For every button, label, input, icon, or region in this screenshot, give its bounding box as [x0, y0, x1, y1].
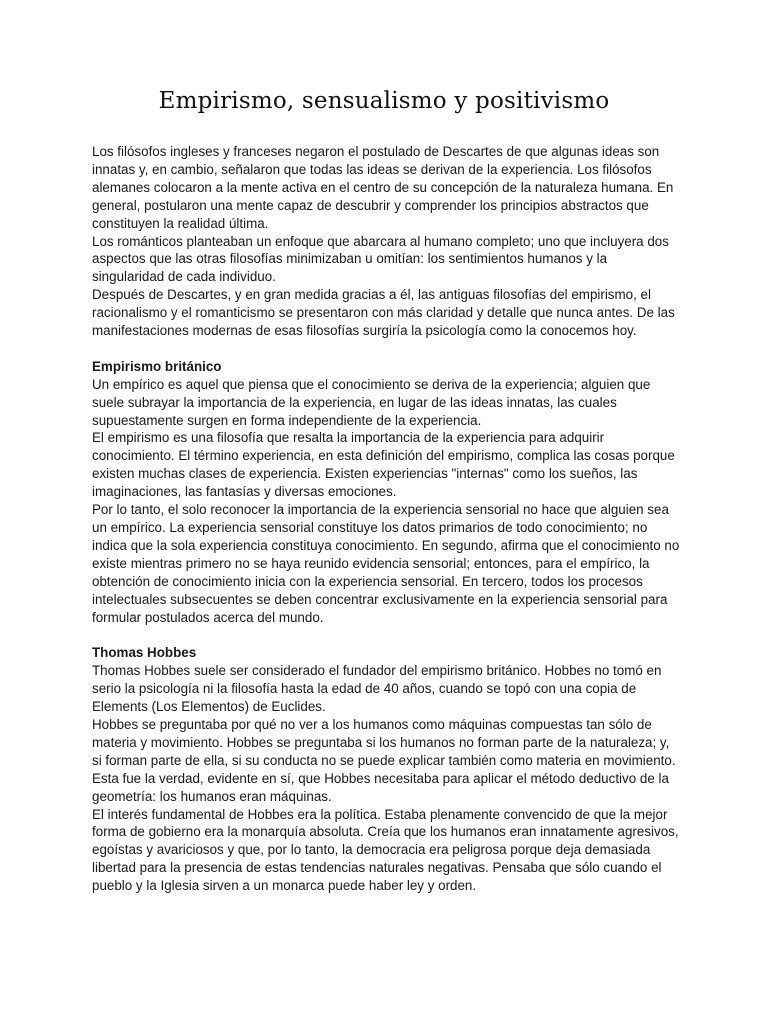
empirismo-paragraph-2: El empirismo es una filosofía que resalta la importancia de la experiencia para adquirir conocimiento. El término experiencia, en esta definición del empirismo, complica las cosas porque existen muchas clases de experiencia. Existen experiencias "internas" como los sueños, las imaginaciones, las fantasías y diversas emociones.: [92, 430, 675, 500]
paragraph-spacer: [92, 626, 682, 644]
hobbes-paragraph-2: Hobbes se preguntaba por qué no ver a los humanos como máquinas compuestas tan sólo de materia y movimiento. Hobbes se preguntaba si los humanos no forman parte de la naturaleza; y, si forman parte de ella, si su conducta no se puede explicar también como materia en movimiento. Esta fue la verdad, evidente en sí, que Hobbes necesitaba para aplicar el método deductivo de la geometría: los humanos eran máquinas.: [92, 716, 676, 804]
empirismo-paragraph-1: Un empírico es aquel que piensa que el conocimiento se deriva de la experiencia; alguien que suele subrayar la importancia de la experiencia, en lugar de las ideas innatas, las cuales supuestamente surgen en forma independiente de la experiencia.: [92, 376, 651, 428]
section-heading-hobbes: Thomas Hobbes: [92, 645, 197, 661]
paragraph-spacer: [92, 340, 682, 358]
document-body: [92, 143, 682, 895]
hobbes-paragraph-1: Thomas Hobbes suele ser considerado el fundador del empirismo británico. Hobbes no tomó en serio la psicología ni la filosofía hasta la edad de 40 años, cuando se topó con una copia de Elements (Los Elementos) de Euclides.: [92, 663, 662, 715]
document-title: Empirismo, sensualismo y positivismo: [158, 88, 610, 114]
section-heading-empirismo: Empirismo británico: [92, 358, 222, 374]
hobbes-paragraph-3: El interés fundamental de Hobbes era la política. Estaba plenamente convencido de que la mejor forma de gobierno era la monarquía absoluta. Creía que los humanos eran innatamente agresivos, egoístas y avariciosos y que, por lo tanto, la democracia era peligrosa porque deja demasiada libertad para la presencia de estas tendencias naturales negativas. Pensaba que sólo cuando el pueblo y la Iglesia sirven a un monarca puede haber ley y orden.: [92, 806, 679, 894]
intro-paragraph-1: Los filósofos ingleses y franceses negaron el postulado de Descartes de que algunas ideas son innatas y, en cambio, señalaron que todas las ideas se derivan de la experiencia. Los filósofos alemanes colocaron a la mente activa en el centro de su concepción de la naturaleza humana. En general, postularon una mente capaz de descubrir y comprender los principios abstractos que constituyen la realidad última.: [92, 144, 674, 231]
empirismo-paragraph-3: Por lo tanto, el solo reconocer la importancia de la experiencia sensorial no hace que alguien sea un empírico. La experiencia sensorial constituye los datos primarios de todo conocimiento; no indica que la sola experiencia constituya conocimiento. En segundo, afirma que el conocimiento no existe mientras primero no se haya reunido evidencia sensorial; entonces, para el empírico, la obtención de conocimiento inicia con la experiencia sensorial. En tercero, todos los procesos intelectuales subsecuentes se deben concentrar exclusivamente en la experiencia sensorial para formular postulados acerca del mundo.: [92, 502, 680, 625]
intro-paragraph-3: Después de Descartes, y en gran medida gracias a él, las antiguas filosofías del empirismo, el racionalismo y el romanticismo se presentaron con más claridad y detalle que nunca antes. De las manifestaciones modernas de esas filosofías surgiría la psicología como la conocemos hoy.: [92, 287, 675, 339]
intro-paragraph-2: Los románticos planteaban un enfoque que abarcara al humano completo; uno que incluyera dos aspectos que las otras filosofías minimizaban u omitían: los sentimientos humanos y la singularidad de cada individuo.: [92, 233, 669, 285]
